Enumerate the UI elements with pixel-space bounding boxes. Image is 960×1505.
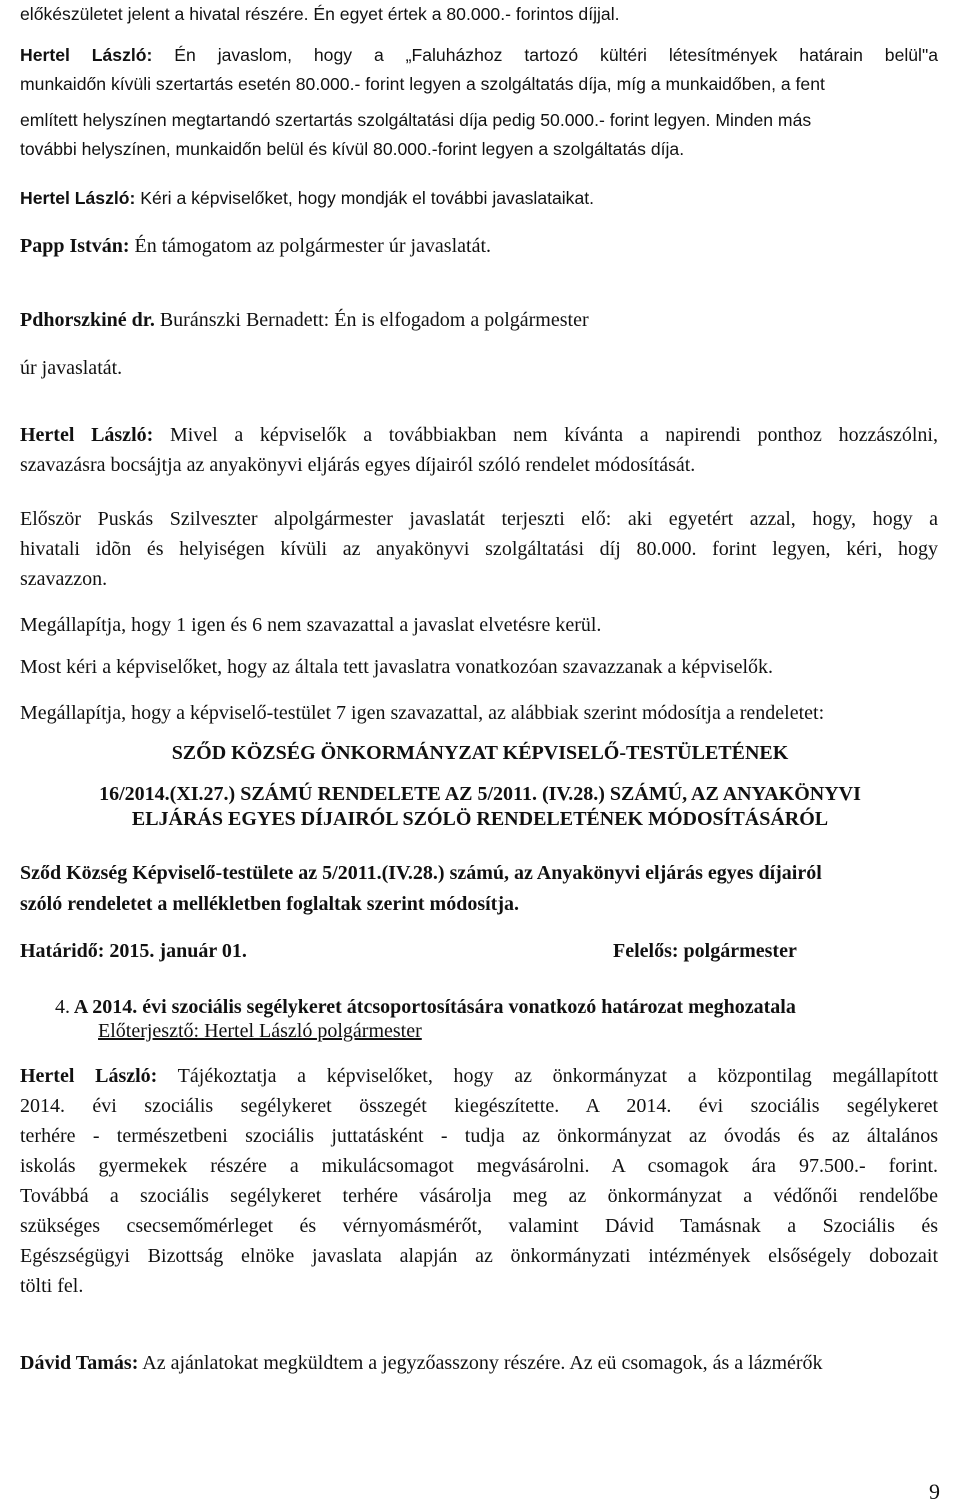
agenda-number: 4. <box>55 996 70 1018</box>
paragraph-line: terhére - természetbeni szociális juttatásként - tudja az önkormányzat az óvodás és az általános <box>20 1125 938 1147</box>
paragraph-line: 2014. évi szociális segélykeret összegét kiegészítette. A 2014. évi szociális segélykeret <box>20 1095 938 1117</box>
paragraph-line: Megállapítja, hogy a képviselő-testület 7 igen szavazattal, az alábbiak szerint módosítja a rendeletet: <box>20 702 825 724</box>
paragraph-line: szavazzon. <box>20 568 108 590</box>
page-number: 9 <box>929 1479 940 1504</box>
paragraph-line: Továbbá a szociális segélykeret terhére vásárolja meg az önkormányzat a védőnői rendelőbe <box>20 1185 938 1207</box>
paragraph-line: említett helyszínen megtartandó szertartás szolgáltatási díja pedig 50.000.- forint legyen. Minden más <box>20 110 812 130</box>
paragraph-line: Hertel László: Mivel a képviselők a továbbiakban nem kívánta a napirendi ponthoz hozzászólni, <box>20 424 938 446</box>
paragraph-line: Először Puskás Szilveszter alpolgármester javaslatát terjeszti elő: aki egyetért azzal, hogy, hogy a <box>20 508 938 530</box>
paragraph-line: szükséges csecsemőmérleget és vérnyomásmérőt, valamint Dávid Tamásnak a Szociális és <box>20 1215 938 1237</box>
paragraph-line: tölti fel. <box>20 1275 84 1297</box>
speaker-name: Hertel László: <box>20 188 136 208</box>
agenda-item-title: 4. A 2014. évi szociális segélykeret átcsoportosítására vonatkozó határozat meghozatala <box>55 996 796 1018</box>
speaker-name: Pdhorszkiné dr. <box>20 309 155 331</box>
deadline: Határidő: 2015. január 01. <box>20 940 247 962</box>
paragraph-line: Papp István: Én támogatom az polgármester úr javaslatát. <box>20 235 492 257</box>
paragraph-line: Dávid Tamás: Az ajánlatokat megküldtem a jegyzőasszony részére. Az eü csomagok, ás a lázmérők <box>20 1352 823 1374</box>
speaker-name: Hertel László: <box>20 1065 158 1087</box>
paragraph-line: Egészségügyi Bizottság elnöke javaslata alapján az önkormányzati intézmények elsőségely dobozait <box>20 1245 938 1267</box>
speaker-name: Hertel László: <box>20 45 153 65</box>
paragraph-line: Pdhorszkiné dr. Buránszki Bernadett: Én is elfogadom a polgármester <box>20 309 589 331</box>
paragraph-line: munkaidőn kívüli szertartás esetén 80.000.- forint legyen a szolgáltatás díja, míg a munkaidőben, a fent <box>20 74 825 94</box>
agenda-presenter: Előterjesztő: Hertel László polgármester <box>98 1020 422 1042</box>
decree-title: SZŐD KÖZSÉG ÖNKORMÁNYZAT KÉPVISELŐ-TESTÜLETÉNEK <box>171 742 789 764</box>
decree-body: Sződ Község Képviselő-testülete az 5/2011.(IV.28.) számú, az Anyakönyvi eljárás egyes díjairól <box>20 862 822 884</box>
paragraph-line: Hertel László: Kéri a képviselőket, hogy mondják el további javaslataikat. <box>20 188 595 208</box>
speaker-name: Hertel László: <box>20 424 154 446</box>
paragraph-line: Hertel László: Tájékoztatja a képviselőket, hogy az önkormányzat a központilag megállapított <box>20 1065 938 1087</box>
decree-title: 16/2014.(XI.27.) SZÁMÚ RENDELETE AZ 5/2011. (IV.28.) SZÁMÚ, AZ ANYAKÖNYVI <box>99 783 861 805</box>
decree-title: ELJÁRÁS EGYES DÍJAIRÓL SZÓLÖ RENDELETÉNEK MÓDOSÍTÁSÁRÓL <box>131 808 829 830</box>
speaker-name: Papp István: <box>20 235 130 257</box>
paragraph-line: Hertel László: Én javaslom, hogy a „Faluházhoz tartozó kültéri létesítmények határain belül"a <box>20 45 938 65</box>
decree-body: szóló rendeletet a mellékletben foglaltak szerint módosítja. <box>20 893 519 915</box>
paragraph-line: Most kéri a képviselőket, hogy az általa tett javaslatra vonatkozóan szavazzanak a képviselők. <box>20 656 774 678</box>
speaker-name: Dávid Tamás: <box>20 1352 139 1374</box>
paragraph-line: szavazásra bocsájtja az anyakönyvi eljárás egyes díjairól szóló rendelet módosítását. <box>20 454 696 476</box>
paragraph-line: hivatali idõn és helyiségen kívüli az anyakönyvi szolgáltatási díj 80.000. forint legyen, kéri, hogy <box>20 538 938 560</box>
paragraph-line: iskolás gyermekek részére a mikulácsomagot megvásárolni. A csomagok ára 97.500.- forint. <box>20 1155 938 1177</box>
responsible: Felelős: polgármester <box>613 940 797 962</box>
paragraph-line: úr javaslatát. <box>20 357 123 379</box>
paragraph-line: további helyszínen, munkaidőn belül és kívül 80.000.-forint legyen a szolgáltatás díja. <box>20 139 685 159</box>
paragraph-line: Megállapítja, hogy 1 igen és 6 nem szavazattal a javaslat elvetésre kerül. <box>20 614 602 636</box>
paragraph-line: előkészületet jelent a hivatal részére. Én egyet értek a 80.000.- forintos díjjal. <box>20 4 620 24</box>
